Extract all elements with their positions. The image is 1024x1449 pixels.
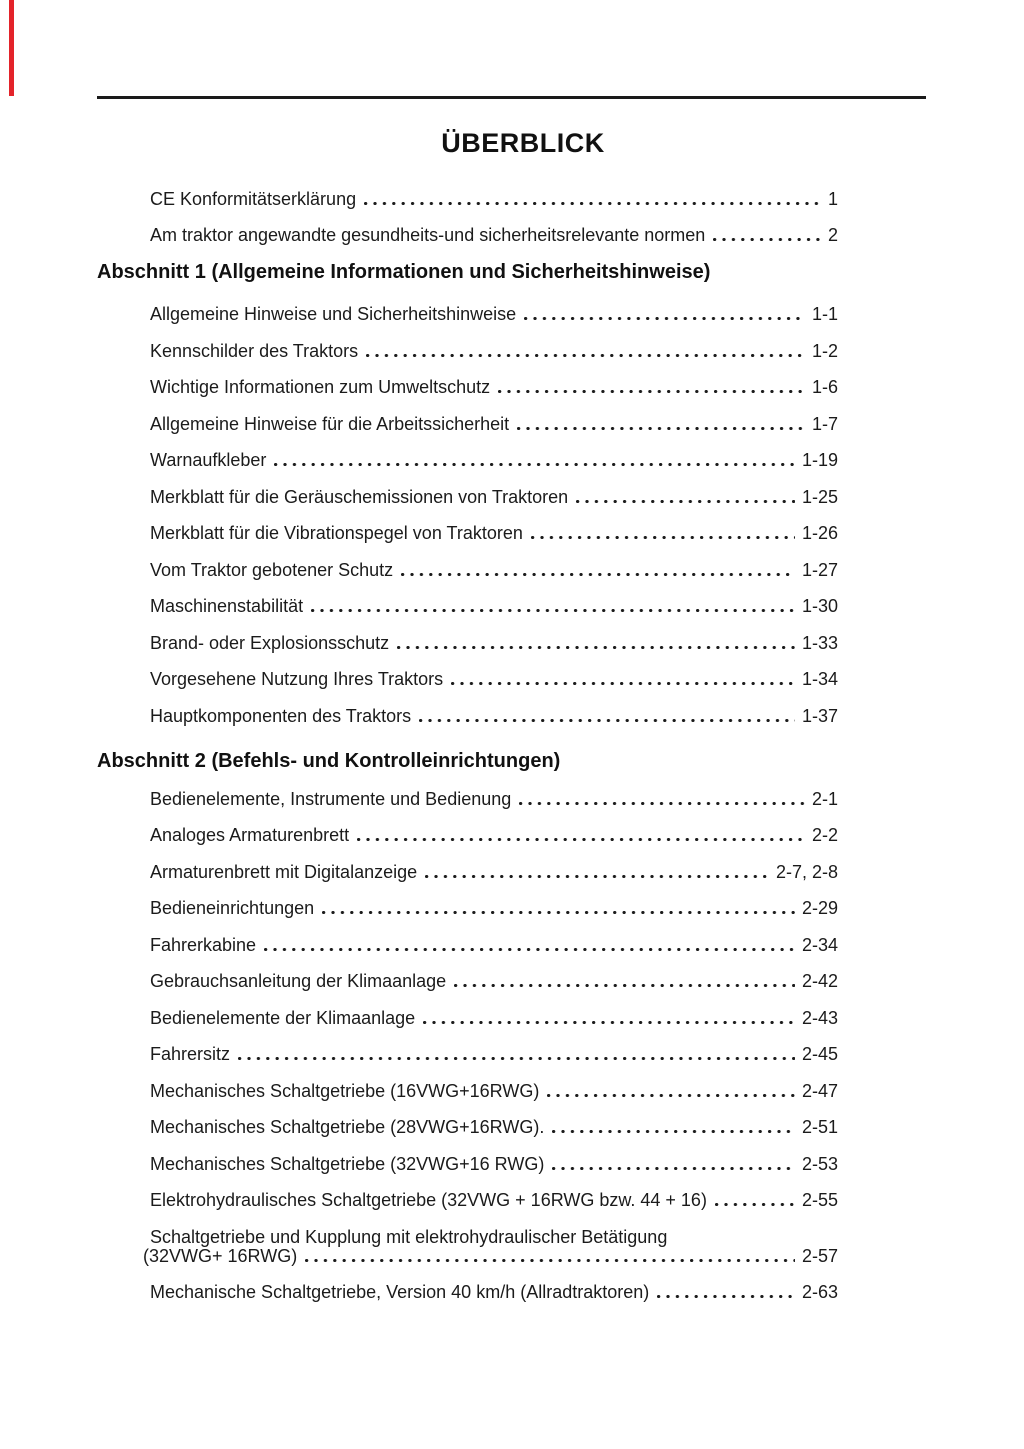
dotted-leader	[524, 305, 805, 324]
toc-column	[97, 190, 838, 1302]
toc-entry-line	[150, 561, 838, 580]
toc-entry-label: Schaltgetriebe und Kupplung mit elektrohydraulischer Betätigung	[150, 1226, 668, 1247]
toc-entry	[97, 670, 838, 689]
toc-entry	[97, 561, 838, 580]
toc-entry-label: Elektrohydraulisches Schaltgetriebe (32VWG + 16RWG bzw. 44 + 16)	[150, 1190, 707, 1210]
dotted-leader	[519, 790, 805, 809]
dotted-leader	[451, 670, 795, 689]
toc-entry-line	[150, 342, 838, 361]
dotted-leader	[238, 1045, 795, 1064]
toc-entry-page: 1-2	[811, 340, 838, 361]
toc-entry	[97, 378, 838, 397]
toc-entry-label: Mechanisches Schaltgetriebe (28VWG+16RWG).	[150, 1117, 545, 1137]
toc-entry-line	[150, 488, 838, 507]
toc-entry-label: Mechanisches Schaltgetriebe (32VWG+16 RWG)	[150, 1153, 545, 1174]
toc-entry-line	[150, 972, 838, 991]
dotted-leader	[397, 634, 795, 653]
toc-entry-page: 1-27	[801, 559, 838, 580]
toc-entry	[97, 226, 838, 245]
toc-entry	[97, 342, 838, 361]
dotted-leader	[425, 863, 769, 882]
toc-entry-page: 1-19	[801, 450, 838, 470]
toc-entry-page: 1-25	[801, 486, 838, 507]
toc-entry-line	[150, 524, 838, 543]
toc-entry-page: 1-6	[811, 377, 838, 397]
dotted-leader	[357, 826, 805, 845]
toc-entry-line	[150, 790, 838, 809]
toc-entry-page: 1-30	[801, 596, 838, 616]
toc-entry	[97, 1155, 838, 1174]
toc-entry-label: Mechanisches Schaltgetriebe (16VWG+16RWG)	[150, 1080, 540, 1101]
toc-entry-page: 2-45	[801, 1044, 838, 1064]
toc-entry-line	[150, 1118, 838, 1137]
dotted-leader	[366, 342, 805, 361]
toc-entry-line	[150, 226, 838, 245]
toc-entry-line	[150, 597, 838, 616]
dotted-leader	[547, 1082, 795, 1101]
toc-entry-label: Wichtige Informationen zum Umweltschutz	[150, 377, 491, 397]
dotted-leader	[274, 451, 795, 470]
toc-entry-page: 2-51	[801, 1117, 838, 1137]
toc-entry	[97, 190, 838, 209]
dotted-leader	[517, 415, 805, 434]
toc-entry-line	[150, 899, 838, 918]
toc-entry	[97, 707, 838, 726]
toc-entry-line	[150, 1191, 838, 1210]
toc-entry-page: 2-47	[801, 1080, 838, 1101]
toc-entry-label: Armaturenbrett mit Digitalanzeige	[150, 861, 418, 882]
dotted-leader	[531, 524, 795, 543]
toc-entry-page: 2-1	[811, 788, 838, 809]
toc-entry	[97, 863, 838, 882]
dotted-leader	[401, 561, 795, 580]
dotted-leader	[264, 936, 795, 955]
toc-entry-line	[150, 415, 838, 434]
toc-entry	[97, 972, 838, 991]
toc-entry-line	[143, 1247, 838, 1266]
toc-entry-label: CE Konformitätserklärung	[150, 189, 357, 209]
toc-entry-line	[150, 1082, 838, 1101]
toc-entry-page: 2-7, 2-8	[775, 861, 838, 882]
dotted-leader	[454, 972, 795, 991]
toc-entry-page: 2-57	[801, 1245, 838, 1266]
toc-entry-line	[150, 190, 838, 209]
toc-entry	[97, 415, 838, 434]
toc-preamble	[97, 190, 838, 245]
toc-entry-label: Vom Traktor gebotener Schutz	[150, 559, 394, 580]
toc-entry-label: Bedienelemente der Klimaanlage	[150, 1007, 416, 1028]
toc-entry-page: 2-55	[801, 1190, 838, 1210]
toc-entry-label: Maschinenstabilität	[150, 596, 304, 616]
toc-entry-line	[150, 305, 838, 324]
toc-entry-label: Analoges Armaturenbrett	[150, 825, 350, 845]
toc-entry-line	[150, 378, 838, 397]
toc-entry	[97, 1045, 838, 1064]
toc-entry-page: 2-34	[801, 934, 838, 955]
toc-entry-label: Am traktor angewandte gesundheits-und sicherheitsrelevante normen	[150, 224, 706, 245]
dotted-leader	[311, 597, 795, 616]
toc-entry-label: Mechanische Schaltgetriebe, Version 40 km/h (Allradtraktoren)	[150, 1282, 650, 1302]
toc-entry-line	[150, 670, 838, 689]
toc-entry-page: 1-34	[801, 669, 838, 689]
toc-entry	[97, 488, 838, 507]
toc-entry	[97, 634, 838, 653]
toc-entry	[97, 790, 838, 809]
toc-entry-line	[150, 707, 838, 726]
toc-entry	[97, 826, 838, 845]
dotted-leader	[498, 378, 805, 397]
toc-entry-label: Brand- oder Explosionsschutz	[150, 632, 390, 653]
toc-entry	[97, 451, 838, 470]
toc-entry-line	[150, 863, 838, 882]
toc-entry	[97, 936, 838, 955]
section-heading: Abschnitt 1 (Allgemeine Informationen und Sicherheitshinweise)	[97, 261, 711, 283]
toc-entry	[97, 1283, 838, 1302]
toc-entry-label: Hauptkomponenten des Traktors	[150, 705, 412, 726]
toc-entry-line	[150, 1009, 838, 1028]
toc-entry	[97, 597, 838, 616]
section-entries	[97, 790, 838, 1303]
dotted-leader	[423, 1009, 795, 1028]
toc-entry-page: 2-2	[811, 825, 838, 845]
toc-entry-label: Vorgesehene Nutzung Ihres Traktors	[150, 669, 444, 689]
toc-entry	[97, 1191, 838, 1210]
toc-entry-label: Fahrersitz	[150, 1044, 231, 1064]
toc-entry-label: Warnaufkleber	[150, 450, 267, 470]
toc-entry-page: 1-1	[811, 304, 838, 324]
toc-entry-label: Kennschilder des Traktors	[150, 340, 359, 361]
toc-entry-page: 2-53	[801, 1153, 838, 1174]
dotted-leader	[419, 707, 795, 726]
toc-entry-line	[150, 826, 838, 845]
toc-entry-label: (32VWG+ 16RWG)	[143, 1245, 298, 1266]
toc-entry-page: 2-63	[801, 1282, 838, 1302]
toc-entry-page: 1-26	[801, 523, 838, 543]
toc-entry-line	[150, 936, 838, 955]
toc-entry-label: Gebrauchsanleitung der Klimaanlage	[150, 971, 447, 991]
toc-entry-page: 2	[827, 224, 838, 245]
toc-entry-label: Merkblatt für die Geräuschemissionen von Traktoren	[150, 486, 569, 507]
toc-entry-line	[150, 1045, 838, 1064]
dotted-leader	[552, 1118, 795, 1137]
dotted-leader	[305, 1247, 795, 1266]
toc-entry-line	[150, 634, 838, 653]
toc-entry-page: 1-7	[811, 413, 838, 434]
toc-entry-page: 1-37	[801, 705, 838, 726]
toc-entry-label: Allgemeine Hinweise für die Arbeitssicherheit	[150, 413, 510, 434]
header-rule	[97, 96, 926, 99]
toc-entry-page: 2-29	[801, 898, 838, 918]
toc-entry	[97, 1082, 838, 1101]
dotted-leader	[364, 190, 821, 209]
dotted-leader	[552, 1155, 795, 1174]
toc-entry-line	[150, 451, 838, 470]
toc-entry	[97, 524, 838, 543]
toc-entry-page: 1	[827, 189, 838, 209]
dotted-leader	[322, 899, 795, 918]
toc-entry-page: 2-43	[801, 1007, 838, 1028]
toc-entry-page: 2-42	[801, 971, 838, 991]
section-heading: Abschnitt 2 (Befehls- und Kontrolleinrichtungen)	[97, 749, 561, 772]
toc-entry	[97, 899, 838, 918]
toc-entry	[97, 1118, 838, 1137]
dotted-leader	[657, 1283, 795, 1302]
toc-entry-label: Fahrerkabine	[150, 934, 257, 955]
toc-entry	[97, 1228, 838, 1266]
toc-entry-line	[150, 1283, 838, 1302]
toc-entry-page: 1-33	[801, 632, 838, 653]
toc-entry-line	[150, 1155, 838, 1174]
dotted-leader	[713, 226, 821, 245]
toc-entry-label: Bedieneinrichtungen	[150, 898, 315, 918]
toc-entry-label: Allgemeine Hinweise und Sicherheitshinweise	[150, 304, 517, 324]
dotted-leader	[576, 488, 795, 507]
section-entries	[97, 305, 838, 726]
toc-entry	[97, 305, 838, 324]
page-title: ÜBERBLICK	[441, 128, 605, 158]
dotted-leader	[715, 1191, 795, 1210]
red-edge-mark	[9, 0, 14, 96]
toc-entry	[97, 1009, 838, 1028]
toc-entry-label: Merkblatt für die Vibrationspegel von Traktoren	[150, 523, 523, 543]
toc-entry-label: Bedienelemente, Instrumente und Bedienung	[150, 788, 512, 809]
